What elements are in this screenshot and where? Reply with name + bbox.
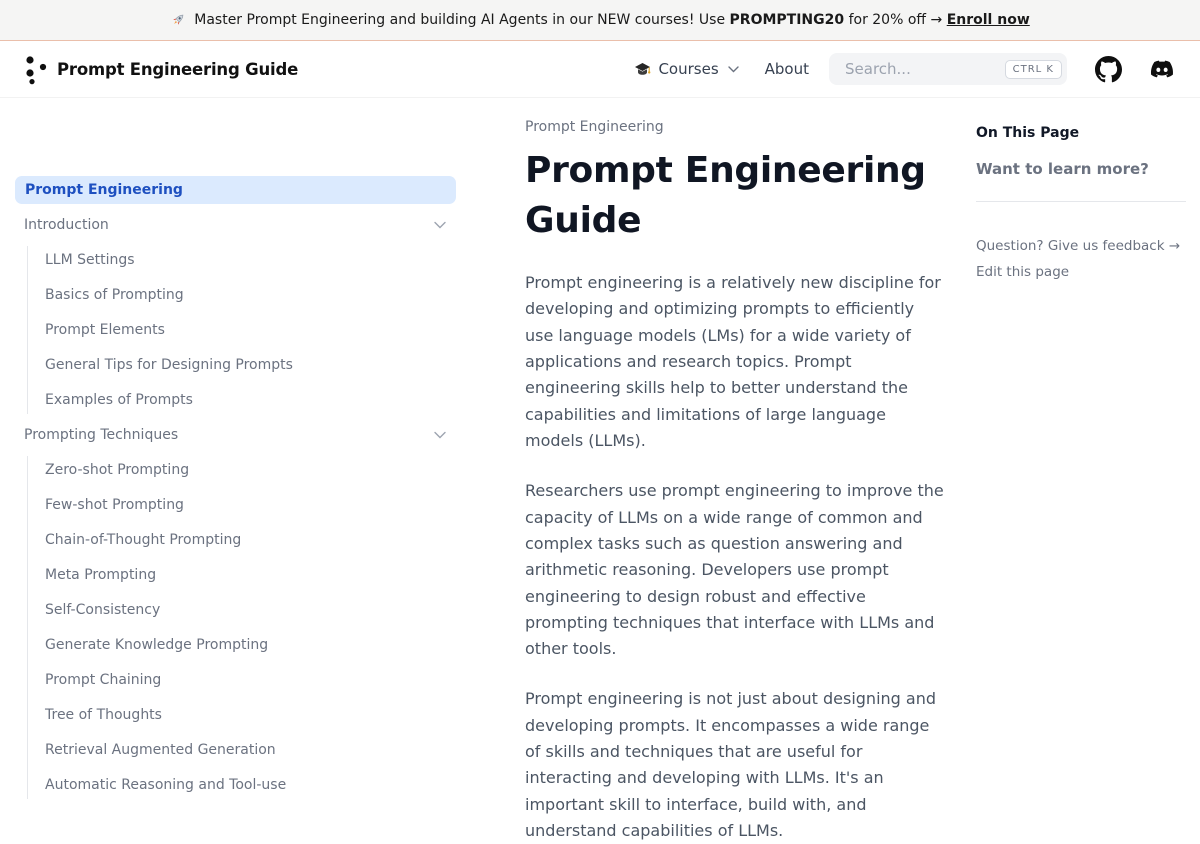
paragraph-3: Prompt engineering is not just about designing and developing prompts. It encompasses a wide range of skills and techniques that are useful for interacting and developing with LLMs. It's an important skill to interface, build with, and understand capabilities of LLMs. — [525, 689, 936, 840]
paragraph-2: Researchers use prompt engineering to improve the capacity of LLMs on a wide range of common and complex tasks such as question answering and arithmetic reasoning. Developers use prompt engineering to design robust and effective prompting techniques that interface with LLMs and other tools. — [525, 481, 944, 659]
nav-courses[interactable] — [634, 60, 738, 78]
chevron-down-icon — [434, 221, 446, 229]
sidebar-item-prompt-chaining[interactable]: Prompt Chaining — [45, 672, 162, 688]
edit-page-link[interactable]: Edit this page — [976, 264, 1070, 280]
site-logo[interactable] — [22, 53, 298, 85]
header — [0, 41, 1200, 97]
sidebar-item-prompt-engineering[interactable] — [15, 176, 456, 204]
search-shortcut-kbd: CTRL K — [1005, 60, 1062, 79]
paragraph-1: Prompt engineering is a relatively new discipline for developing and optimizing prompts to efficiently use language models (LMs) for a wide variety of applications and research topics. Prompt engineering skills help to better understand the capabilities and limitations of large language models (LLMs). — [525, 273, 941, 450]
sidebar-sublist-introduction — [27, 246, 456, 414]
page-title: Prompt Engineering Guide — [525, 150, 926, 242]
sidebar-sublist-prompting-techniques — [27, 456, 456, 799]
toc-panel — [976, 97, 1186, 800]
toc-heading: On This Page — [976, 125, 1080, 141]
github-icon[interactable] — [1095, 56, 1122, 83]
nav-courses-label: Courses — [658, 60, 719, 78]
arrow-right-icon: → — [930, 12, 947, 28]
top-nav — [634, 53, 1176, 85]
sidebar-item-zero-shot[interactable]: Zero-shot Prompting — [45, 462, 190, 478]
sidebar-item-chain-of-thought[interactable]: Chain-of-Thought Prompting — [45, 532, 242, 548]
sidebar-item-general-tips[interactable]: General Tips for Designing Prompts — [45, 357, 293, 373]
sidebar-item-self-consistency[interactable]: Self-Consistency — [45, 602, 161, 618]
sidebar-item-basics-of-prompting[interactable]: Basics of Prompting — [45, 287, 184, 303]
logo-dots-icon — [22, 53, 48, 85]
sidebar-active-label: Prompt Engineering — [25, 182, 183, 198]
sidebar-section-introduction[interactable] — [15, 211, 456, 239]
sidebar-item-examples-of-prompts[interactable]: Examples of Prompts — [45, 392, 193, 408]
sidebar-item-rag[interactable]: Retrieval Augmented Generation — [45, 742, 276, 758]
discord-icon[interactable] — [1148, 58, 1176, 80]
banner-text: Master Prompt Engineering and building AI Agents in our NEW courses! Use — [194, 12, 730, 28]
search-input[interactable] — [843, 59, 1005, 79]
site-title: Prompt Engineering Guide — [57, 59, 299, 79]
enroll-now-link[interactable]: Enroll now — [946, 12, 1030, 28]
feedback-link[interactable]: Question? Give us feedback → — [976, 238, 1181, 254]
chevron-down-icon — [434, 431, 446, 439]
breadcrumb: Prompt Engineering — [525, 119, 664, 135]
sidebar-item-automatic-reasoning[interactable]: Automatic Reasoning and Tool-use — [45, 777, 287, 793]
sidebar-item-few-shot[interactable]: Few-shot Prompting — [45, 497, 184, 513]
sidebar-section-label: Introduction — [24, 217, 109, 233]
toc-link-want-to-learn-more[interactable]: Want to learn more? — [976, 160, 1149, 178]
sidebar-item-llm-settings[interactable]: LLM Settings — [45, 252, 135, 268]
banner-text-mid: for 20% off — [844, 12, 931, 28]
chevron-down-icon — [728, 66, 739, 73]
sidebar-item-tree-of-thoughts[interactable]: Tree of Thoughts — [45, 707, 162, 723]
sidebar — [0, 97, 480, 800]
nav-about[interactable] — [765, 60, 809, 78]
toc-divider — [976, 201, 1186, 202]
sidebar-section-label: Prompting Techniques — [24, 427, 179, 443]
sidebar-item-generate-knowledge[interactable]: Generate Knowledge Prompting — [45, 637, 269, 653]
sidebar-item-prompt-elements[interactable]: Prompt Elements — [45, 322, 165, 338]
main-content — [525, 97, 945, 840]
banner-promo-code: PROMPTING20 — [729, 12, 845, 28]
sidebar-item-meta-prompting[interactable]: Meta Prompting — [45, 567, 157, 583]
rocket-icon — [170, 12, 186, 28]
nav-about-label: About — [764, 60, 809, 78]
graduation-cap-icon — [634, 62, 651, 77]
sidebar-section-prompting-techniques[interactable] — [15, 421, 456, 449]
promo-banner[interactable] — [0, 0, 1200, 41]
search-box[interactable] — [829, 53, 1067, 85]
